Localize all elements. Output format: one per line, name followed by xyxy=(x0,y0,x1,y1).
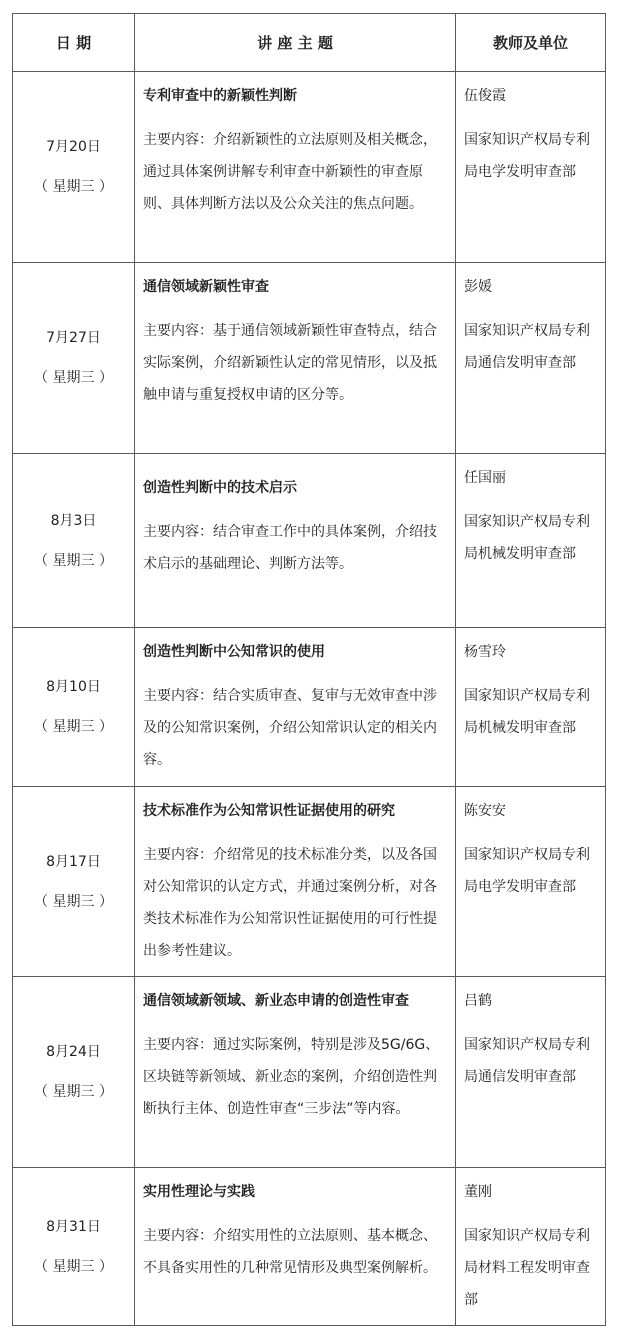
teacher-unit: 国家知识产权局专利局通信发明审查部 xyxy=(464,1037,590,1085)
date-text: 8月10日 xyxy=(46,679,101,695)
date-cell xyxy=(13,628,135,787)
table-row xyxy=(13,263,606,454)
table-row xyxy=(13,628,606,787)
weekday-text: （ 星期三 ） xyxy=(34,1084,113,1100)
teacher-name: 杨雪玲 xyxy=(464,644,506,660)
date-text: 7月27日 xyxy=(46,330,101,346)
header-teacher: 教师及单位 xyxy=(456,14,606,72)
date-cell xyxy=(13,787,135,977)
weekday-text: （ 星期三 ） xyxy=(34,1258,113,1275)
lecture-title: 通信领域新领域、新业态申请的创造性审查 xyxy=(143,993,409,1009)
teacher-unit: 国家知识产权局专利局机械发明审查部 xyxy=(464,688,590,736)
table-row xyxy=(13,1168,606,1326)
weekday-text: （ 星期三 ） xyxy=(34,370,113,386)
lecture-title: 创造性判断中的技术启示 xyxy=(143,480,297,496)
teacher-name: 吕鹤 xyxy=(464,993,492,1009)
teacher-unit: 国家知识产权局专利局机械发明审查部 xyxy=(464,514,590,562)
lecture-title: 专利审查中的新颖性判断 xyxy=(143,88,297,104)
header-date: 日 期 xyxy=(13,14,135,72)
table-row xyxy=(13,454,606,628)
teacher-unit: 国家知识产权局专利局通信发明审查部 xyxy=(464,323,590,371)
lecture-content: 主要内容：介绍实用性的立法原则、基本概念、不具备实用性的几种常见情形及典型案例解析。 xyxy=(143,1228,437,1276)
date-text: 7月20日 xyxy=(46,139,101,155)
topic-cell xyxy=(135,977,456,1168)
teacher-name: 伍俊霞 xyxy=(464,88,506,104)
header-topic: 讲 座 主 题 xyxy=(135,14,456,72)
weekday-text: （ 星期三 ） xyxy=(34,179,113,195)
teacher-unit: 国家知识产权局专利局电学发明审查部 xyxy=(464,847,590,895)
date-cell xyxy=(13,977,135,1168)
teacher-cell xyxy=(456,1168,606,1326)
teacher-cell xyxy=(456,787,606,977)
date-text: 8月3日 xyxy=(50,512,97,529)
teacher-cell xyxy=(456,628,606,787)
lecture-title: 实用性理论与实践 xyxy=(143,1184,255,1200)
teacher-name: 董刚 xyxy=(464,1184,492,1200)
topic-cell xyxy=(135,263,456,454)
teacher-cell xyxy=(456,977,606,1168)
topic-cell xyxy=(135,72,456,263)
teacher-cell xyxy=(456,72,606,263)
lecture-content: 主要内容：结合实质审查、复审与无效审查中涉及的公知常识案例，介绍公知常识认定的相关内容。 xyxy=(143,688,437,768)
lecture-content: 主要内容：通过实际案例，特别是涉及5G/6G、区块链等新领域、新业态的案例，介绍创造性判断执行主体、创造性审查“三步法”等内容。 xyxy=(143,1037,440,1117)
lecture-title: 通信领域新颖性审查 xyxy=(143,279,269,295)
topic-cell xyxy=(135,628,456,787)
date-cell xyxy=(13,72,135,263)
teacher-name: 彭媛 xyxy=(464,279,492,295)
topic-cell xyxy=(135,787,456,977)
table-row xyxy=(13,977,606,1168)
teacher-unit: 国家知识产权局专利局电学发明审查部 xyxy=(464,132,590,180)
date-text: 8月17日 xyxy=(46,853,101,870)
teacher-name: 陈安安 xyxy=(464,803,506,819)
date-text: 8月24日 xyxy=(46,1044,101,1060)
topic-cell xyxy=(135,1168,456,1326)
date-text: 8月31日 xyxy=(46,1218,101,1235)
lecture-content: 主要内容：基于通信领域新颖性审查特点，结合实际案例，介绍新颖性认定的常见情形，以及抵触申请与重复授权申请的区分等。 xyxy=(143,323,437,403)
lecture-content: 主要内容：介绍常见的技术标准分类，以及各国对公知常识的认定方式，并通过案例分析，对各类技术标准作为公知常识性证据使用的可行性提出参考性建议。 xyxy=(143,847,437,959)
table-header-row xyxy=(13,14,606,72)
teacher-unit: 国家知识产权局专利局材料工程发明审查部 xyxy=(464,1228,590,1308)
weekday-text: （ 星期三 ） xyxy=(34,893,113,910)
lecture-title: 创造性判断中公知常识的使用 xyxy=(143,644,325,660)
weekday-text: （ 星期三 ） xyxy=(34,552,113,569)
lecture-content: 主要内容：结合审查工作中的具体案例，介绍技术启示的基础理论、判断方法等。 xyxy=(143,524,437,572)
lecture-content: 主要内容：介绍新颖性的立法原则及相关概念，通过具体案例讲解专利审查中新颖性的审查原则、具体判断方法以及公众关注的焦点问题。 xyxy=(143,132,437,212)
date-cell xyxy=(13,454,135,628)
teacher-cell xyxy=(456,263,606,454)
table-row xyxy=(13,787,606,977)
teacher-name: 任国丽 xyxy=(464,470,506,486)
date-cell xyxy=(13,1168,135,1326)
date-cell xyxy=(13,263,135,454)
weekday-text: （ 星期三 ） xyxy=(34,719,113,735)
lecture-schedule-table xyxy=(12,13,606,1326)
topic-cell xyxy=(135,454,456,628)
lecture-title: 技术标准作为公知常识性证据使用的研究 xyxy=(143,803,395,819)
table-row xyxy=(13,72,606,263)
teacher-cell xyxy=(456,454,606,628)
